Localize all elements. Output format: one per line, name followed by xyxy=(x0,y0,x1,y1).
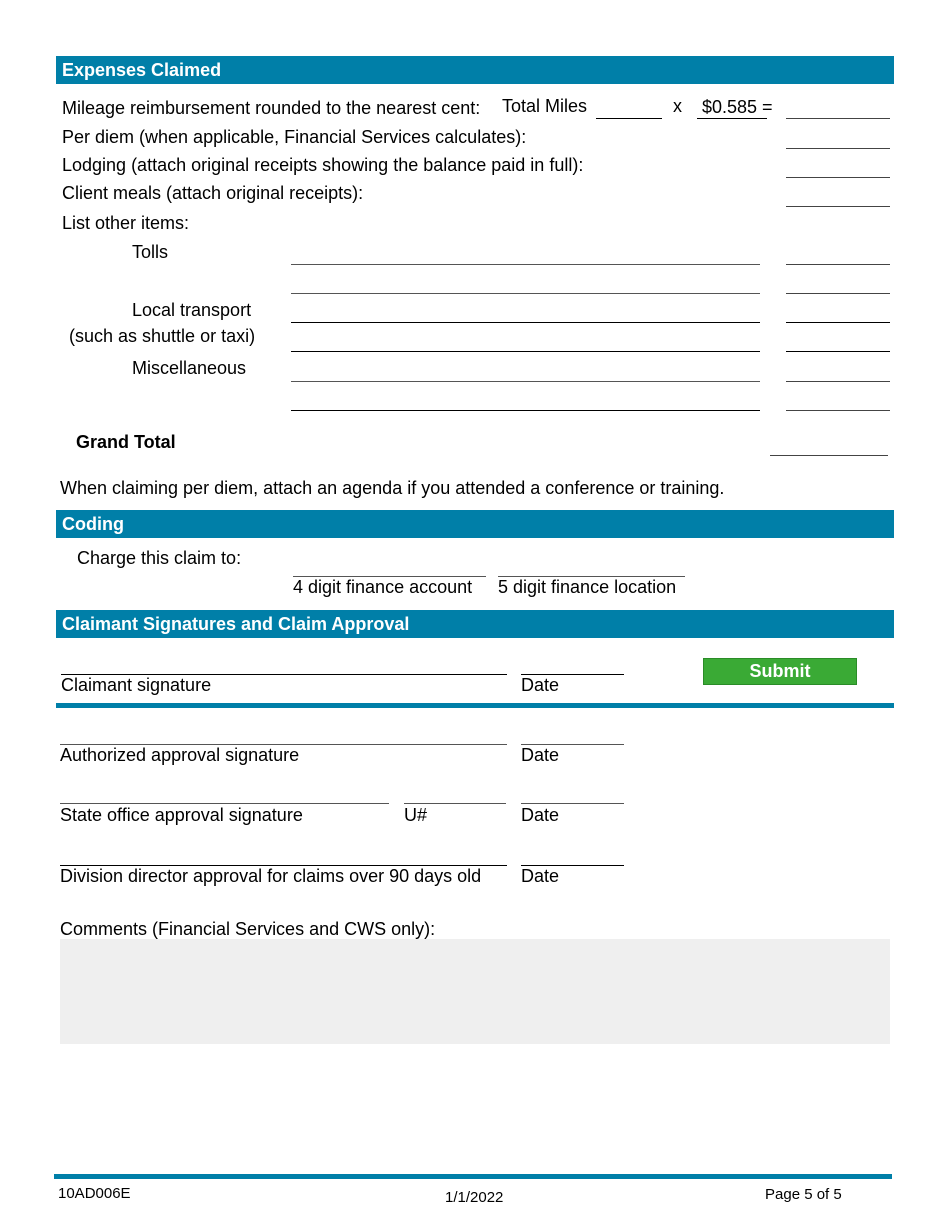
finance-account-label: 4 digit finance account xyxy=(293,577,473,597)
submit-button[interactable]: Submit xyxy=(703,658,857,685)
state-office-date-field[interactable] xyxy=(521,803,624,804)
transport-description-field-2[interactable] xyxy=(291,351,760,352)
form-date: 1/1/2022 xyxy=(445,1189,504,1206)
u-number-label: U# xyxy=(404,805,428,825)
misc-description-field-2[interactable] xyxy=(291,410,760,411)
tolls-amount-field-2[interactable] xyxy=(786,293,890,294)
other-items-label: List other items: xyxy=(62,213,190,233)
local-transport-label: Local transport xyxy=(132,300,252,320)
section-divider xyxy=(56,703,894,708)
director-signature-label: Division director approval for claims over 90 days old xyxy=(60,866,482,886)
state-office-signature-label: State office approval signature xyxy=(60,805,303,825)
tolls-amount-field-1[interactable] xyxy=(786,264,890,265)
finance-location-label: 5 digit finance location xyxy=(498,577,677,597)
state-office-signature-field[interactable] xyxy=(60,803,389,804)
per-diem-note: When claiming per diem, attach an agenda if you attended a conference or training. xyxy=(60,478,725,498)
grand-total-field[interactable] xyxy=(770,455,888,456)
misc-label: Miscellaneous xyxy=(132,358,247,378)
misc-amount-field-2[interactable] xyxy=(786,410,890,411)
state-office-date-label: Date xyxy=(521,805,560,825)
per-diem-amount-field[interactable] xyxy=(786,148,890,149)
comments-textarea[interactable] xyxy=(60,939,890,1044)
u-number-field[interactable] xyxy=(404,803,506,804)
equals-sign: = xyxy=(762,97,773,117)
claimant-date-label: Date xyxy=(521,675,560,695)
rate-underline xyxy=(697,118,767,119)
footer-divider xyxy=(54,1174,892,1179)
multiply-sign: x xyxy=(673,96,682,116)
director-date-label: Date xyxy=(521,866,560,886)
lodging-label: Lodging (attach original receipts showing the balance paid in full): xyxy=(62,155,584,175)
mileage-amount-field[interactable] xyxy=(786,118,890,119)
claimant-signature-label: Claimant signature xyxy=(61,675,212,695)
tolls-label: Tolls xyxy=(132,242,169,262)
transport-amount-field-1[interactable] xyxy=(786,322,890,323)
transport-description-field-1[interactable] xyxy=(291,322,760,323)
transport-amount-field-2[interactable] xyxy=(786,351,890,352)
expenses-header: Expenses Claimed xyxy=(56,56,894,84)
authorized-signature-label: Authorized approval signature xyxy=(60,745,300,765)
lodging-amount-field[interactable] xyxy=(786,177,890,178)
tolls-description-field-2[interactable] xyxy=(291,293,760,294)
form-id: 10AD006E xyxy=(58,1185,131,1202)
mileage-rate: $0.585 xyxy=(702,97,758,117)
client-meals-label: Client meals (attach original receipts): xyxy=(62,183,364,203)
per-diem-label: Per diem (when applicable, Financial Services calculates): xyxy=(62,127,527,147)
grand-total-label: Grand Total xyxy=(76,432,176,452)
coding-header: Coding xyxy=(56,510,894,538)
mileage-label: Mileage reimbursement rounded to the nearest cent: xyxy=(62,98,481,118)
signatures-header: Claimant Signatures and Claim Approval xyxy=(56,610,894,638)
tolls-description-field-1[interactable] xyxy=(291,264,760,265)
local-transport-note: (such as shuttle or taxi) xyxy=(69,326,256,346)
client-meals-amount-field[interactable] xyxy=(786,206,890,207)
charge-label: Charge this claim to: xyxy=(77,548,242,568)
comments-label: Comments (Financial Services and CWS only): xyxy=(60,919,436,939)
misc-amount-field-1[interactable] xyxy=(786,381,890,382)
misc-description-field-1[interactable] xyxy=(291,381,760,382)
total-miles-label: Total Miles xyxy=(502,96,588,116)
authorized-date-label: Date xyxy=(521,745,560,765)
page-number: Page 5 of 5 xyxy=(765,1186,842,1203)
total-miles-field[interactable] xyxy=(596,118,662,119)
